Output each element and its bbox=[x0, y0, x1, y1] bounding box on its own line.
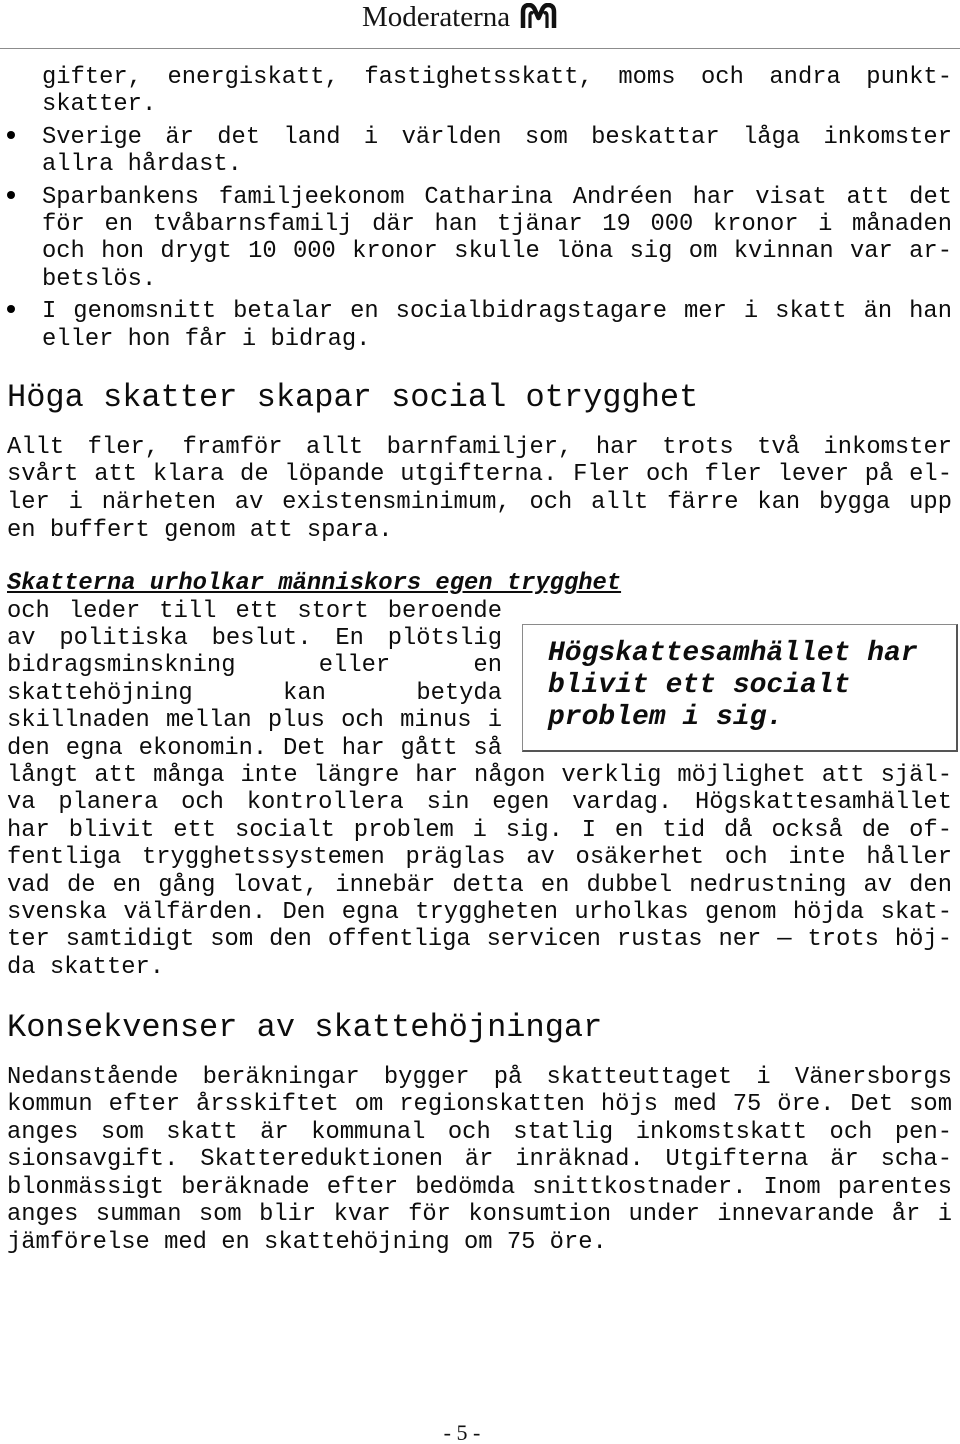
bullet-item bbox=[7, 184, 952, 293]
text-line: av politiska beslut. En plötslig bbox=[7, 625, 502, 652]
bullet-item bbox=[7, 298, 952, 352]
paragraph bbox=[7, 434, 952, 544]
text-line: sionsavgift. Skattereduktionen är inräknad. Utgifterna är scha- bbox=[7, 1146, 952, 1174]
text-line: anges summan som blir kvar för konsumtion under innevarande år i bbox=[7, 1201, 952, 1229]
brand-name: Moderaterna bbox=[362, 1, 511, 33]
page-header bbox=[0, 0, 960, 49]
text-line: ler i närheten av existensminimum, och allt färre kan bygga upp bbox=[7, 489, 952, 516]
text-line: Nedanstående beräkningar bygger på skatteuttaget i Vänersborgs bbox=[7, 1063, 952, 1091]
text-line: anges som skatt är kommunal och statlig inkomstskatt och pen- bbox=[7, 1118, 952, 1146]
text-line: eller hon får i bidrag. bbox=[42, 325, 371, 353]
trygghet-section bbox=[7, 570, 952, 981]
text-line: svårt att klara de löpande utgifterna. Fler och fler lever på el- bbox=[7, 461, 952, 489]
bullet-marker bbox=[7, 191, 15, 199]
text-line: fentliga trygghetssystemen präglas av osäkerhet och inte håller bbox=[7, 844, 952, 872]
text-line: va planera och kontrollera sin egen vardag. Högskattesamhället bbox=[7, 789, 952, 817]
pull-quote-box bbox=[522, 624, 958, 752]
text-line: betslös. bbox=[42, 265, 157, 293]
page-number: - 5 - bbox=[443, 1420, 481, 1444]
text-line: svenska välfärden. Den egna tryggheten urholkas genom höjda skat- bbox=[7, 899, 952, 927]
logo-outer-stroke bbox=[523, 5, 554, 28]
text-line: skatter. bbox=[42, 91, 157, 119]
text-line: den egna ekonomin. Det har gått så bbox=[7, 734, 502, 762]
bullet-list bbox=[7, 64, 952, 353]
text-line: för en tvåbarnsfamilj där han tjänar 19 000 kronor i månaden bbox=[42, 211, 952, 239]
text-line: vad de en gång lovat, innebär detta en dubbel nedrustning av den bbox=[7, 871, 952, 899]
section-heading: Konsekvenser av skattehöjningar bbox=[7, 1008, 603, 1046]
section-heading: Höga skatter skapar social otrygghet bbox=[7, 378, 699, 416]
text-line: allra hårdast. bbox=[42, 151, 242, 179]
text-line: och leder till ett stort beroende bbox=[7, 597, 502, 625]
lead-heading: Skatterna urholkar människors egen trygghet bbox=[7, 570, 622, 598]
text-line: skillnaden mellan plus och minus i bbox=[7, 707, 502, 735]
text-line: jämförelse med en skattehöjning om 75 öre. bbox=[7, 1228, 607, 1256]
moderaterna-logo-icon bbox=[520, 3, 557, 29]
page-content bbox=[0, 64, 960, 1256]
bullet-marker bbox=[7, 305, 15, 313]
text-line: bidragsminskning eller en bbox=[7, 652, 502, 680]
text-line: och hon drygt 10 000 kronor skulle löna sig om kvinnan var ar- bbox=[42, 238, 952, 266]
bullet-item bbox=[7, 124, 952, 178]
pull-quote-line: Högskattesamhället har bbox=[548, 637, 918, 669]
bullet-marker bbox=[7, 131, 15, 139]
text-line: blonmässigt beräknade efter bedömda snittkostnader. Inom parentes bbox=[7, 1173, 952, 1201]
text-line: Sparbankens familjeekonom Catharina Andréen har visat att det bbox=[42, 184, 952, 211]
pull-quote-line: problem i sig. bbox=[548, 701, 784, 733]
text-line: gifter, energiskatt, fastighetsskatt, moms och andra punkt- bbox=[42, 64, 952, 91]
text-line: långt att många inte längre har någon verklig möjlighet att själ- bbox=[7, 762, 952, 790]
paragraph bbox=[7, 1064, 952, 1257]
text-line: I genomsnitt betalar en socialbidragstagare mer i skatt än han bbox=[42, 298, 952, 326]
pull-quote-line: blivit ett socialt bbox=[548, 669, 851, 701]
text-line: Allt fler, framför allt barnfamiljer, har trots två inkomster bbox=[7, 433, 952, 461]
text-line: har blivit ett socialt problem i sig. I en tid då också de of- bbox=[7, 816, 952, 844]
text-line: Sverige är det land i världen som beskattar låga inkomster bbox=[42, 124, 952, 151]
text-line: da skatter. bbox=[7, 953, 165, 981]
text-line: kommun efter årsskiftet om regionskatten höjs med 75 öre. Det som bbox=[7, 1091, 952, 1119]
text-line: skattehöjning kan betyda bbox=[7, 679, 502, 707]
text-line: en buffert genom att spara. bbox=[7, 516, 393, 544]
bullet-item bbox=[7, 64, 952, 118]
text-line: ter samtidigt som den offentliga servicen rustas ner — trots höj- bbox=[7, 926, 952, 954]
